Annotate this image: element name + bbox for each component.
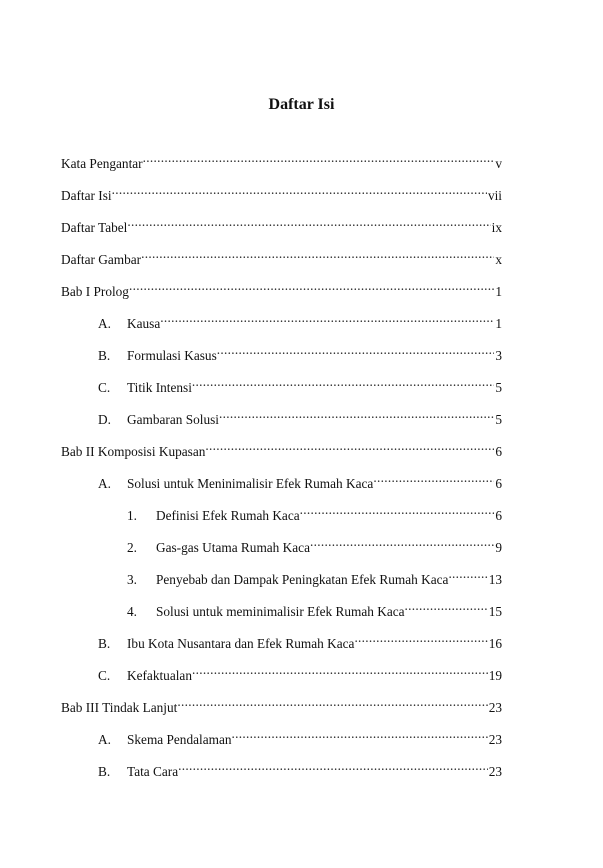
dot-leader [178, 756, 488, 776]
toc-entry[interactable] [61, 276, 502, 299]
toc-entry[interactable] [98, 724, 502, 747]
toc-entry-marker: B. [98, 348, 111, 363]
dot-leader [160, 308, 494, 328]
toc-entry[interactable] [127, 532, 502, 555]
toc-page-number: 15 [488, 602, 502, 622]
toc-page-number: 16 [488, 634, 502, 654]
toc-page-number: 9 [494, 538, 502, 558]
toc-entry-text: Definisi Efek Rumah Kaca [156, 508, 300, 523]
toc-page-number: 1 [494, 314, 502, 334]
toc-entry-text: Gas-gas Utama Rumah Kaca [156, 540, 310, 555]
dot-leader [192, 660, 488, 680]
dot-leader [373, 468, 494, 488]
dot-leader [112, 180, 487, 200]
toc-entry-text: Daftar Gambar [61, 252, 142, 267]
toc-entry[interactable] [61, 148, 502, 171]
toc-entry[interactable] [98, 340, 502, 363]
dot-leader [192, 372, 494, 392]
toc-entry-text: Solusi untuk meminimalisir Efek Rumah Kaca [156, 604, 405, 619]
toc-entry-text: Formulasi Kasus [127, 348, 217, 363]
toc-entry[interactable] [61, 212, 502, 235]
toc-page-number: 5 [494, 378, 502, 398]
toc-entry-text: Ibu Kota Nusantara dan Efek Rumah Kaca [127, 636, 355, 651]
toc-entry-text: Solusi untuk Meninimalisir Efek Rumah Kaca [127, 476, 374, 491]
toc-page-number: 23 [488, 730, 502, 750]
toc-page-number: vii [487, 186, 502, 206]
toc-entry-text: Daftar Tabel [61, 220, 128, 235]
toc-page-number: 13 [488, 570, 502, 590]
dot-leader [177, 692, 487, 712]
toc-entry[interactable] [98, 404, 502, 427]
dot-leader [448, 564, 487, 584]
toc-entry-marker: D. [98, 412, 111, 427]
toc-entry-marker: C. [98, 668, 111, 683]
dot-leader [205, 436, 494, 456]
toc-entry[interactable] [98, 468, 502, 491]
toc-entry[interactable] [98, 660, 502, 683]
page-title: Daftar Isi [268, 96, 335, 113]
dot-leader [217, 340, 495, 360]
toc-entry-text: Penyebab dan Dampak Peningkatan Efek Rumah Kaca [156, 572, 449, 587]
dot-leader [232, 724, 488, 744]
dot-leader [300, 500, 495, 520]
toc-entry-marker: B. [98, 636, 111, 651]
toc-entry-marker: 2. [127, 540, 137, 555]
dot-leader [127, 212, 490, 232]
toc-entry-text: Titik Intensi [127, 380, 192, 395]
toc-page-number: 3 [494, 346, 502, 366]
toc-page-number: ix [491, 218, 502, 238]
toc-entry-text: Kata Pengantar [61, 156, 143, 171]
toc-entry[interactable] [61, 244, 502, 267]
toc-entry-text: Skema Pendalaman [127, 732, 232, 747]
toc-page-number: 23 [488, 762, 502, 782]
toc-entry[interactable] [61, 692, 502, 715]
toc-entry[interactable] [61, 180, 502, 203]
dot-leader [219, 404, 494, 424]
toc-page-number: 6 [494, 474, 502, 494]
toc-entry[interactable] [98, 308, 502, 331]
toc-entry-text: Kausa [127, 316, 161, 331]
toc-page-number: 6 [494, 442, 502, 462]
toc-entry[interactable] [98, 628, 502, 651]
toc-entry-marker: A. [98, 316, 111, 331]
toc-entry[interactable] [127, 596, 502, 619]
toc-page-number: 6 [494, 506, 502, 526]
dot-leader [354, 628, 487, 648]
toc-entry-marker: 4. [127, 604, 137, 619]
toc-entry-text: Gambaran Solusi [127, 412, 219, 427]
toc-entry-marker: A. [98, 476, 111, 491]
dot-leader [129, 276, 494, 296]
toc-entry-text: Tata Cara [127, 764, 179, 779]
toc-page-number: 1 [494, 282, 502, 302]
toc-entry-marker: C. [98, 380, 111, 395]
toc-entry-text: Kefaktualan [127, 668, 192, 683]
toc-entry-marker: 3. [127, 572, 137, 587]
toc-entry-text: Bab II Komposisi Kupasan [61, 444, 206, 459]
toc-entry[interactable] [61, 436, 502, 459]
toc-entry[interactable] [127, 564, 502, 587]
dot-leader [143, 148, 495, 168]
dot-leader [141, 244, 494, 264]
toc-entry-marker: 1. [127, 508, 137, 523]
toc-entry-text: Daftar Isi [61, 188, 112, 203]
dot-leader [310, 532, 494, 552]
toc-entry-marker: B. [98, 764, 111, 779]
toc-page-number: 23 [488, 698, 502, 718]
toc-page-number: v [494, 154, 502, 174]
toc-entry-marker: A. [98, 732, 111, 747]
toc-page-number: 19 [488, 666, 502, 686]
dot-leader [405, 596, 488, 616]
toc-page-number: x [494, 250, 502, 270]
toc-entry-text: Bab I Prolog [61, 284, 129, 299]
toc-page-number: 5 [494, 410, 502, 430]
toc-entry[interactable] [98, 372, 502, 395]
toc-entry[interactable] [98, 756, 502, 779]
toc-entry-text: Bab III Tindak Lanjut [61, 700, 178, 715]
toc-entry[interactable] [127, 500, 502, 523]
